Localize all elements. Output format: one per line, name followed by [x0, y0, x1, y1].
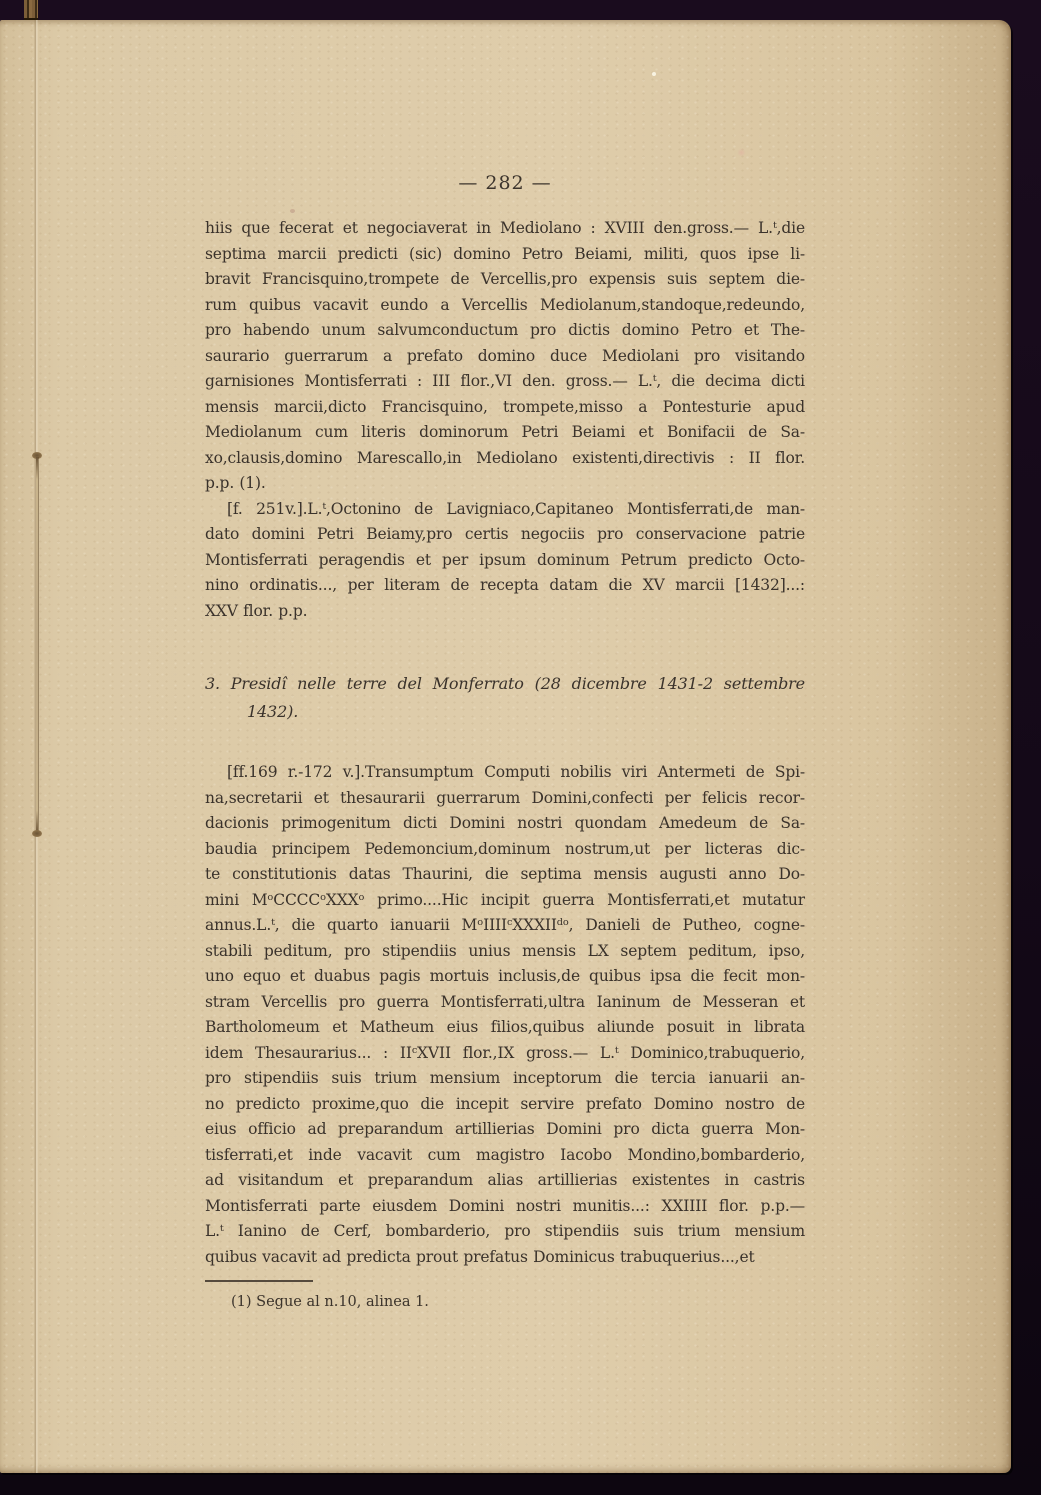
text-line: nino ordinatis..., per literam de recepta datam die XV marcii [1432]...:	[205, 576, 805, 594]
text-line: mensis marcii,dicto Francisquino, trompete,misso a Pontesturie apud	[205, 397, 805, 416]
text-line: quibus vacavit ad predicta prout prefatus Dominicus trabuquerius...,et	[205, 1247, 755, 1266]
text-line: 3. Presidî nelle terre del Monferrato (28 dicembre 1431-2 settembre	[205, 674, 805, 693]
text-line: p.p. (1).	[205, 474, 266, 492]
paragraph-2	[205, 497, 805, 625]
text-line: Montisferrati parte eiusdem Domini nostri munitis...: XXIIII flor. p.p.—	[205, 1196, 805, 1215]
book-page	[0, 20, 1011, 1473]
section-heading	[205, 670, 805, 726]
paragraph-1	[205, 216, 805, 497]
stitch-thread	[36, 457, 38, 833]
footnote-block	[205, 1280, 805, 1313]
text-line: dacionis primogenitum dicti Domini nostri quondam Amedeum de Sa-	[205, 814, 805, 832]
page-number: — 282 —	[458, 172, 552, 194]
text-line: tisferrati,et inde vacavit cum magistro Iacobo Mondino,bombarderio,	[205, 1145, 805, 1164]
paragraph-3	[205, 760, 805, 1270]
text-line: ad visitandum et preparandum alias artillierias existentes in castris	[205, 1171, 805, 1189]
footnote-text: (1) Segue al n.10, alinea 1.	[231, 1294, 429, 1310]
text-line: mini MᵒCCCCᵒXXXᵒ primo....Hic incipit guerra Montisferrati,et mutatur	[205, 890, 805, 909]
text-line: xo,clausis,domino Marescallo,in Mediolano existenti,directivis : II flor.	[205, 448, 805, 467]
body-text	[205, 216, 805, 1270]
text-line: [ff.169 r.-172 v.].Transumptum Computi nobilis viri Antermeti de Spi-	[227, 763, 805, 781]
text-line: L.ᵗ Ianino de Cerf, bombarderio, pro stipendiis suis trium mensium	[205, 1222, 805, 1240]
text-line: XXV flor. p.p.	[205, 601, 308, 620]
text-line: saurario guerrarum a prefato domino duce Mediolani pro visitando	[205, 346, 805, 365]
paper-blemish	[737, 148, 746, 157]
text-line: bravit Francisquino,trompete de Vercellis,pro expensis suis septem die-	[205, 270, 805, 288]
text-line: pro habendo unum salvumconductum pro dictis domino Petro et The-	[205, 321, 805, 339]
text-line: stabili peditum, pro stipendiis unius mensis LX septem peditum, ipso,	[205, 941, 805, 960]
text-line: baudia principem Pedemoncium,dominum nostrum,ut per licteras dic-	[205, 839, 805, 858]
paper-blemish	[652, 72, 656, 76]
text-line: [f. 251v.].L.ᵗ,Octonino de Lavigniaco,Capitaneo Montisferrati,de man-	[227, 499, 805, 518]
text-line: Bartholomeum et Matheum eius filios,quibus aliunde posuit in librata	[205, 1018, 805, 1036]
text-line: idem Thesaurarius... : IIᶜXVII flor.,IX gross.— L.ᵗ Dominico,trabuquerio,	[205, 1043, 805, 1062]
binding-fragment	[24, 0, 38, 20]
text-line: eius officio ad preparandum artillierias Domini pro dicta guerra Mon-	[205, 1120, 805, 1138]
text-line: dato domini Petri Beiamy,pro certis negociis pro conservacione patrie	[205, 525, 805, 543]
print-area	[205, 172, 805, 1313]
text-line: Montisferrati peragendis et per ipsum dominum Petrum predicto Octo-	[205, 550, 805, 569]
text-line: pro stipendiis suis trium mensium inceptorum die tercia ianuarii an-	[205, 1069, 805, 1087]
footnote-rule	[205, 1280, 313, 1282]
text-line: Mediolanum cum literis dominorum Petri Beiami et Bonifacii de Sa-	[205, 423, 805, 441]
text-line: septima marcii predicti (sic) domino Petro Beiami, militi, quos ipse li-	[205, 244, 805, 263]
text-line: rum quibus vacavit eundo a Vercellis Mediolanum,standoque,redeundo,	[205, 295, 805, 314]
text-line: hiis que fecerat et negociaverat in Mediolano : XVIII den.gross.— L.ᵗ,die	[205, 219, 805, 237]
text-line: no predicto proxime,quo die incepit servire prefato Domino nostro de	[205, 1094, 805, 1113]
stitch-knot-bottom	[32, 830, 42, 837]
text-line: uno equo et duabus pagis mortuis inclusis,de quibus ipsa die fecit mon-	[205, 967, 805, 985]
text-line: te constitutionis datas Thaurini, die septima mensis augusti anno Do-	[205, 865, 805, 883]
text-line: stram Vercellis pro guerra Montisferrati,ultra Ianinum de Messeran et	[205, 992, 805, 1011]
text-line: na,secretarii et thesaurarii guerrarum Domini,confecti per felicis recor-	[205, 788, 805, 807]
text-line: annus.L.ᵗ, die quarto ianuarii MᵒIIIIᶜXXXIIᵈᵒ, Danieli de Putheo, cogne-	[205, 916, 805, 934]
text-line: 1432).	[247, 702, 299, 721]
text-line: garnisiones Montisferrati : III flor.,VI den. gross.— L.ᵗ, die decima dicti	[205, 372, 805, 390]
